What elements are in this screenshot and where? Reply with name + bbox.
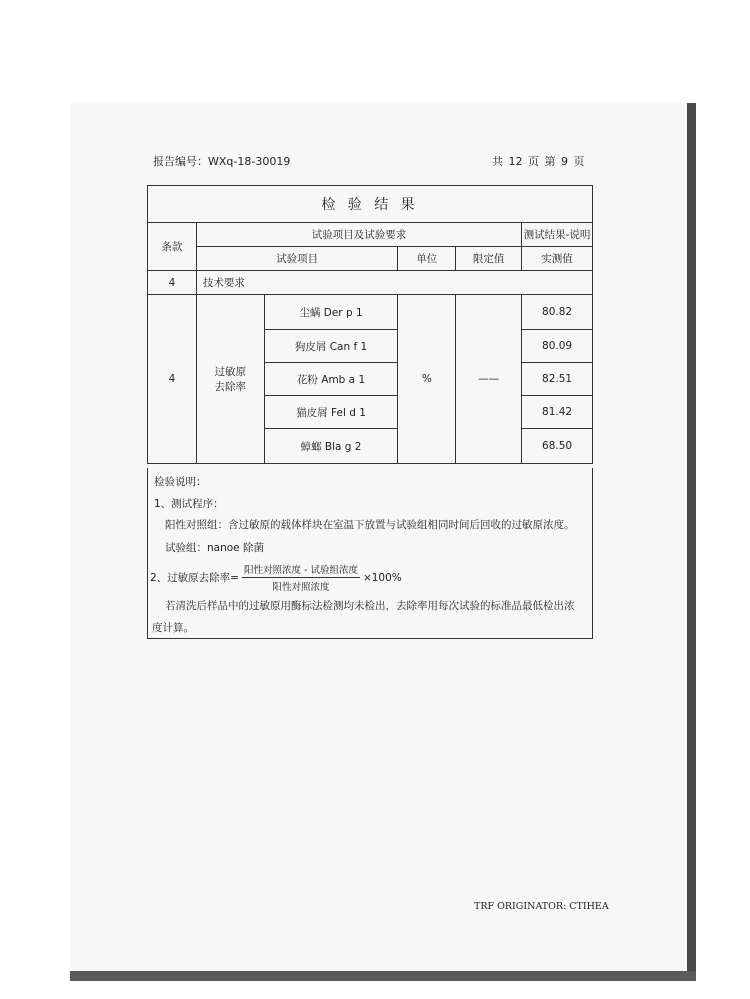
allergen-category <box>196 295 264 464</box>
header-items-requirements: 试验项目及试验要求 <box>196 223 521 247</box>
allergen-unit: % <box>398 295 456 464</box>
report-number: 报告编号：WXq-18-30019 <box>153 155 291 168</box>
notes-positive-control: 阳性对照组：含过敏原的载体样块在室温下放置与试验组相同时间后回收的过敏原浓度。 <box>165 519 575 531</box>
notes-step1-title: 1、测试程序： <box>154 498 224 510</box>
formula-numerator: 阳性对照浓度 - 试验组浓度 <box>242 562 360 578</box>
formula-fraction <box>242 562 360 593</box>
table-title: 检 验 结 果 <box>148 186 593 223</box>
allergen-limit: —— <box>456 295 522 464</box>
notes-remark-line1: 若清洗后样品中的过敏原用酶标法检测均未检出，去除率用每次试验的标准品最低检出浓 <box>165 600 575 612</box>
trf-originator: TRF ORIGINATOR: CTIHEA <box>474 901 609 912</box>
page-shadow-bottom <box>70 971 696 981</box>
allergen-value: 81.42 <box>522 396 593 429</box>
allergen-value: 82.51 <box>522 363 593 396</box>
header-test-item: 试验项目 <box>196 247 398 271</box>
tech-req-clause: 4 <box>148 271 197 295</box>
page-shadow-right <box>687 103 696 981</box>
allergen-category-line1: 过敏原 <box>214 366 247 378</box>
allergen-item: 尘螨 Der p 1 <box>264 295 398 330</box>
test-notes <box>147 468 593 639</box>
allergen-value: 80.09 <box>522 330 593 363</box>
allergen-value: 80.82 <box>522 295 593 330</box>
notes-heading: 检验说明： <box>154 476 207 488</box>
header-limit: 限定值 <box>456 247 522 271</box>
header-unit: 单位 <box>398 247 456 271</box>
header-result-note: 测试结果-说明 <box>522 223 593 247</box>
allergen-item: 猫皮屑 Fel d 1 <box>264 396 398 429</box>
allergen-item: 狗皮屑 Can f 1 <box>264 330 398 363</box>
header-measured: 实测值 <box>522 247 593 271</box>
notes-test-group: 试验组：nanoe 除菌 <box>165 542 264 554</box>
formula-suffix: ×100% <box>362 571 402 584</box>
allergen-category-line2: 去除率 <box>214 381 247 393</box>
allergen-value: 68.50 <box>522 429 593 464</box>
allergen-clause: 4 <box>148 295 197 464</box>
formula-denominator: 阳性对照浓度 <box>272 582 330 593</box>
notes-remark-line2: 度计算。 <box>152 622 194 634</box>
allergen-item: 蟑螂 Bla g 2 <box>264 429 398 464</box>
allergen-item: 花粉 Amb a 1 <box>264 363 398 396</box>
tech-req-label: 技术要求 <box>196 271 592 295</box>
results-table <box>147 185 593 464</box>
page-counter: 共 12 页 第 9 页 <box>492 155 585 168</box>
formula-prefix: 2、过敏原去除率= <box>150 572 239 584</box>
header-clause: 条款 <box>148 223 197 271</box>
removal-rate-formula <box>150 562 402 593</box>
